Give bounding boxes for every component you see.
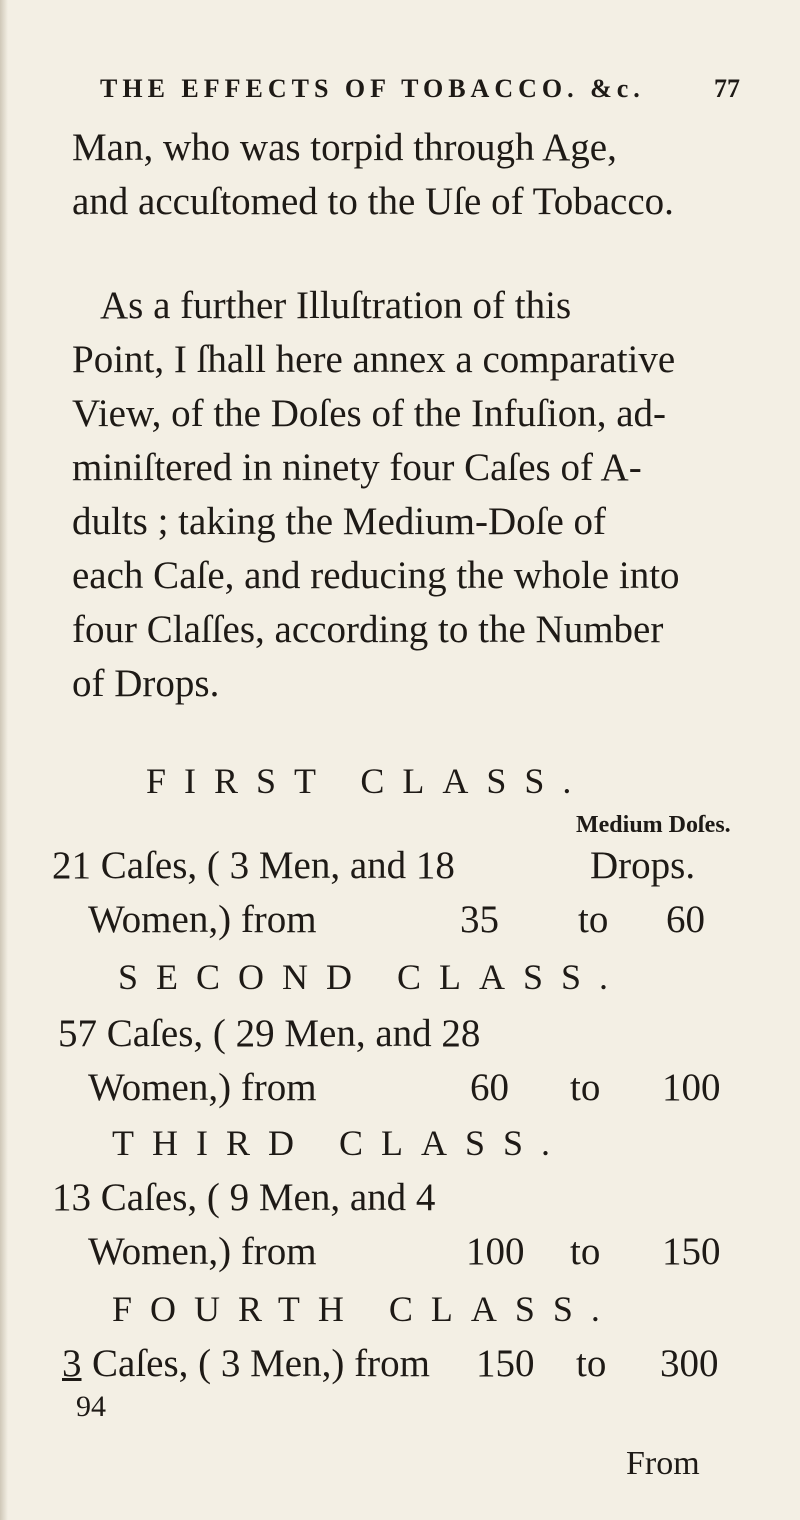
class-heading: SECOND CLASS.: [118, 957, 627, 997]
dose-to: 150: [662, 1230, 721, 1273]
table-row-women: Women,) from: [88, 1230, 317, 1273]
dose-from: 60: [470, 1066, 509, 1109]
text-line: of Drops.: [72, 662, 220, 705]
table-row-cases: 13 Caſes, ( 9 Men, and 4: [52, 1176, 436, 1219]
dose-to-word: to: [576, 1342, 607, 1385]
running-title: THE EFFECTS OF TOBACCO. &c.: [100, 74, 645, 103]
dose-to-word: to: [578, 898, 609, 941]
dose-from: 35: [460, 898, 499, 941]
dose-from: 150: [476, 1342, 535, 1385]
cases-total: 94: [76, 1390, 106, 1423]
class-heading: FOURTH CLASS.: [112, 1289, 618, 1329]
cases-count: 3: [62, 1342, 82, 1385]
unit-label: Drops.: [590, 844, 696, 887]
text-line: miniſtered in ninety four Caſes of A-: [72, 446, 642, 489]
dose-to: 60: [666, 898, 705, 941]
running-header: [100, 74, 740, 104]
column-header-medium-doses: Medium Doſes.: [576, 812, 731, 838]
table-row-women: Women,) from: [88, 1066, 317, 1109]
class-heading: FIRST CLASS.: [146, 761, 590, 801]
dose-to: 100: [662, 1066, 721, 1109]
table-row-cases: Caſes, ( 3 Men,) from: [92, 1342, 430, 1385]
text-line: Point, I ſhall here annex a comparative: [72, 338, 676, 381]
text-line: dults ; taking the Medium-Doſe of: [72, 500, 607, 543]
page-gutter-shadow: [0, 0, 8, 1520]
dose-to: 300: [660, 1342, 719, 1385]
class-heading: THIRD CLASS.: [112, 1123, 569, 1163]
page-number: 77: [714, 74, 740, 103]
dose-to-word: to: [570, 1066, 601, 1109]
catchword: From: [626, 1445, 700, 1482]
text-line: Man, who was torpid through Age,: [72, 126, 617, 169]
text-line: and accuſtomed to the Uſe of Tobacco.: [72, 180, 674, 223]
table-row-women: Women,) from: [88, 898, 317, 941]
dose-from: 100: [466, 1230, 525, 1273]
text-line: As a further Illuſtration of this: [100, 284, 572, 327]
dose-to-word: to: [570, 1230, 601, 1273]
table-row-cases: 57 Caſes, ( 29 Men, and 28: [58, 1012, 481, 1055]
table-row-cases: 21 Caſes, ( 3 Men, and 18: [52, 844, 455, 887]
text-line: each Caſe, and reducing the whole into: [72, 554, 680, 597]
text-line: View, of the Doſes of the Infuſion, ad-: [72, 392, 667, 435]
text-line: four Claſſes, according to the Number: [72, 608, 664, 651]
